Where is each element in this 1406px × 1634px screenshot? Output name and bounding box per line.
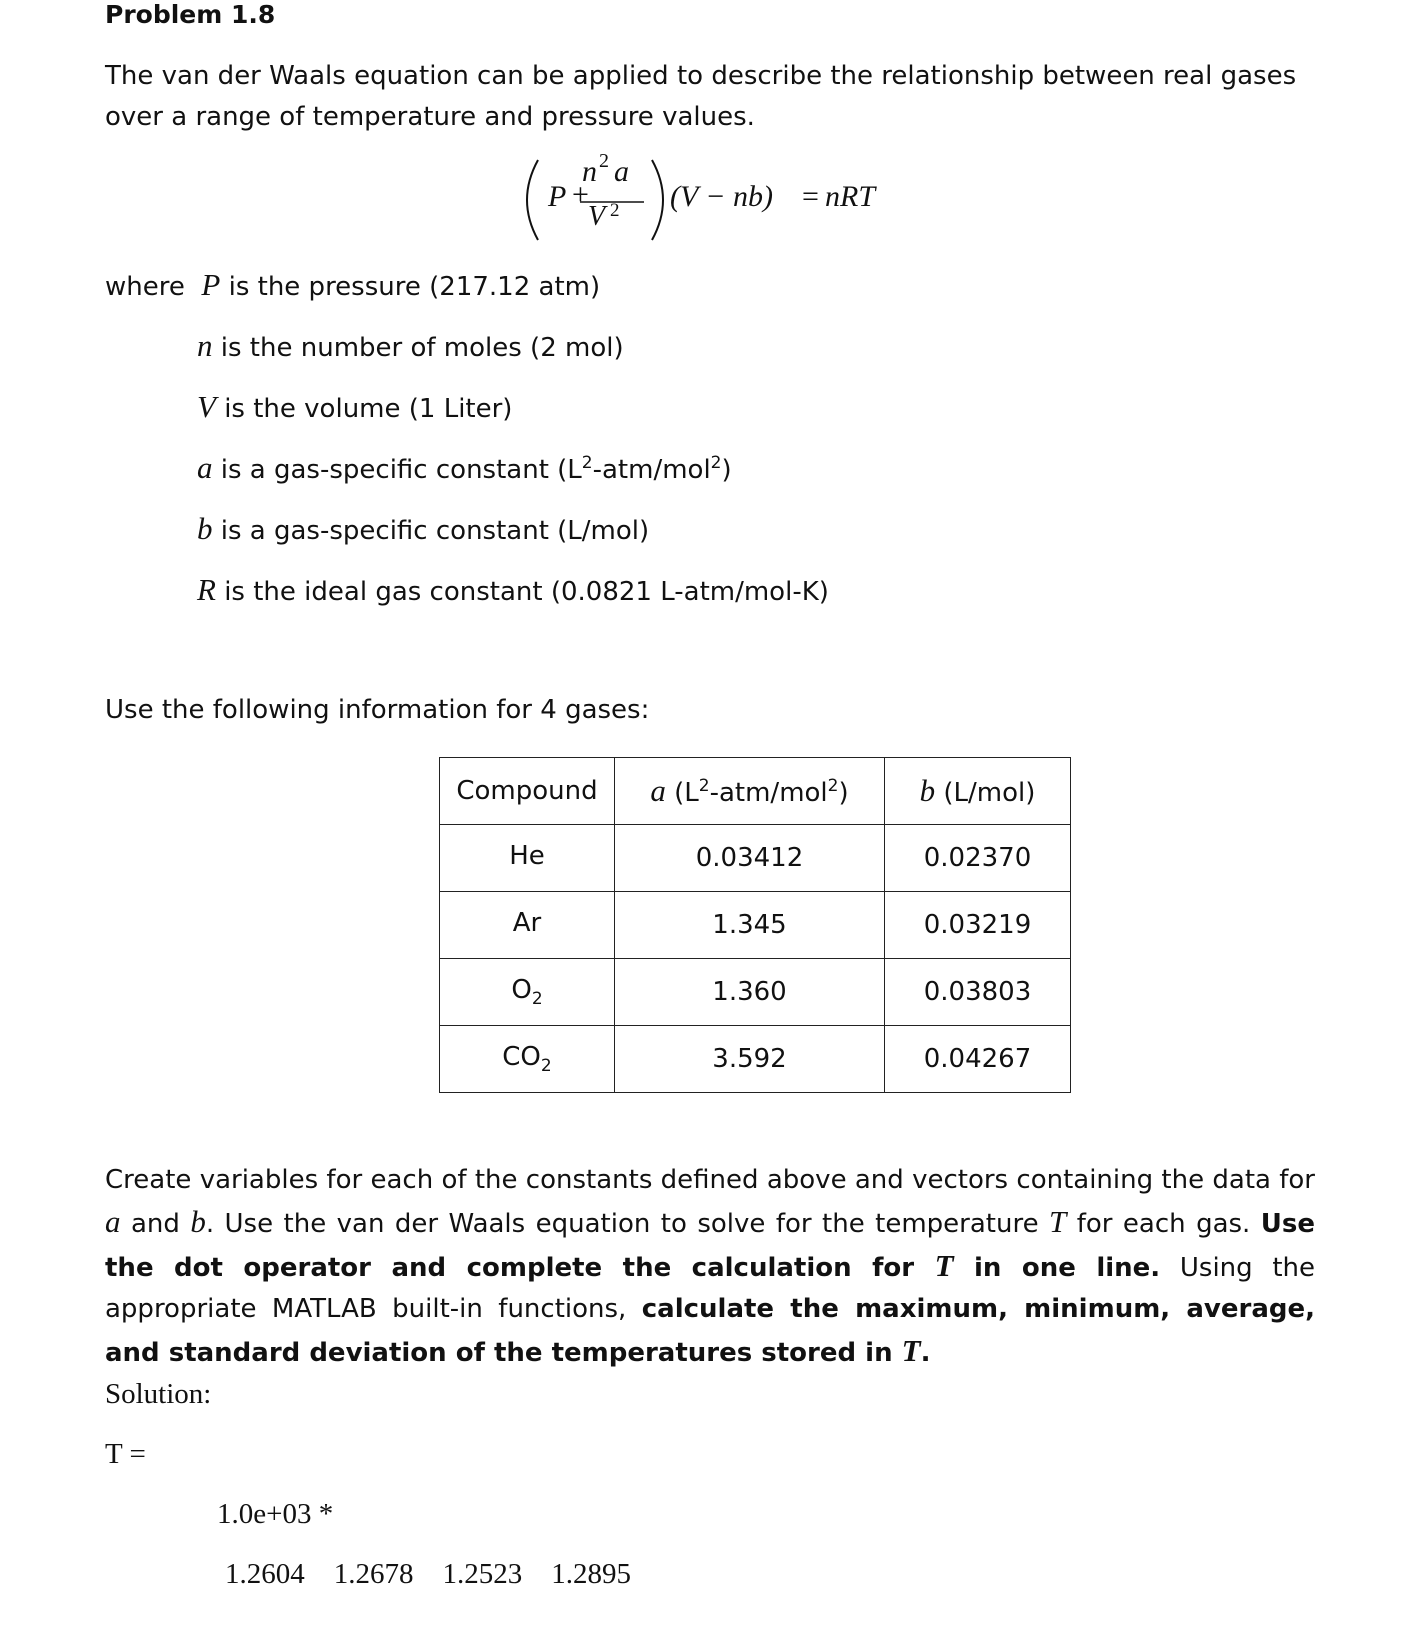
header-a-unit: (L (665, 778, 699, 808)
gas-constants-table (439, 757, 1071, 1093)
cell-a: 1.345 (615, 892, 885, 959)
definition-pressure (105, 267, 600, 303)
compound-name: O (511, 975, 532, 1005)
symbol-T: T (901, 1333, 921, 1368)
cell-compound (440, 959, 615, 1026)
symbol-a: a (105, 1204, 121, 1239)
header-a-unit: -atm/mol (709, 778, 828, 808)
superscript: 2 (710, 453, 722, 473)
eq-rhs: nRT (825, 180, 876, 213)
table-row (440, 892, 1071, 959)
header-b-symbol: b (919, 773, 936, 808)
superscript: 2 (827, 776, 839, 796)
superscript: 2 (698, 776, 710, 796)
header-b-unit: (L/mol) (935, 778, 1036, 808)
header-compound: Compound (440, 758, 615, 825)
eq-num-exp: 2 (599, 150, 609, 172)
eq-P: P (548, 180, 567, 213)
symbol-a: a (197, 450, 213, 485)
solution-value: 1.2604 (225, 1558, 305, 1590)
instruction-text: Using the appropriate MATLAB built-in functions, (105, 1253, 1315, 1324)
instruction-text: for each gas. (1066, 1209, 1261, 1239)
instruction-text: and (120, 1209, 191, 1239)
cell-compound (440, 1026, 615, 1093)
solution-label: Solution: (105, 1378, 212, 1410)
table-intro: Use the following information for 4 gases: (105, 695, 650, 725)
definition-R (197, 572, 829, 608)
eq-num-a: a (614, 155, 629, 188)
cell-b: 0.02370 (885, 825, 1071, 892)
instructions-paragraph (105, 1160, 1315, 1374)
header-a-unit: ) (838, 778, 849, 808)
symbol-R: R (197, 572, 216, 607)
solution-value: 1.2895 (551, 1558, 631, 1590)
compound-name: CO (502, 1042, 541, 1072)
symbol-V: V (197, 389, 216, 424)
cell-compound (440, 892, 615, 959)
instruction-text: Create variables for each of the constants defined above and vectors containing the data for (105, 1165, 1315, 1195)
solution-value: 1.2523 (442, 1558, 523, 1590)
cell-b: 0.04267 (885, 1026, 1071, 1093)
table-row (440, 825, 1071, 892)
solution-scale: 1.0e+03 * (217, 1498, 334, 1530)
definition-volume (197, 389, 512, 425)
definition-text: is a gas-specific constant (L (212, 455, 582, 485)
subscript: 2 (540, 1056, 552, 1076)
problem-title: Problem 1.8 (105, 0, 276, 29)
definition-moles (197, 328, 624, 364)
eq-second-factor: (V − nb) (670, 180, 774, 213)
definition-text: is the ideal gas constant (0.0821 L-atm/mol-K) (215, 577, 829, 607)
solution-values (225, 1558, 631, 1591)
definition-text: is a gas-specific constant (L/mol) (212, 516, 650, 546)
cell-b: 0.03803 (885, 959, 1071, 1026)
table-header-row (440, 758, 1071, 825)
eq-equals: = (802, 180, 819, 213)
compound-name: He (509, 841, 545, 871)
intro-paragraph: The van der Waals equation can be applied to describe the relationship between real gases over a range of temperature and pressure values. (105, 61, 1297, 132)
solution-T-label: T = (105, 1438, 146, 1470)
header-a-symbol: a (650, 773, 666, 808)
cell-compound (440, 825, 615, 892)
table-row (440, 1026, 1071, 1093)
table-row (440, 959, 1071, 1026)
definition-a (197, 450, 732, 486)
subscript: 2 (531, 989, 543, 1009)
symbol-T: T (934, 1248, 954, 1283)
instruction-bold-text: calculate the maximum, minimum, average, and standard deviation of the temperatures stored in (105, 1294, 1315, 1368)
definition-text: ) (721, 455, 732, 485)
header-a (615, 758, 885, 825)
cell-a: 3.592 (615, 1026, 885, 1093)
cell-a: 1.360 (615, 959, 885, 1026)
solution-value: 1.2678 (333, 1558, 414, 1590)
symbol-n: n (197, 328, 213, 363)
definition-text: is the pressure (217.12 atm) (220, 272, 601, 302)
instruction-bold-text: . (920, 1338, 931, 1368)
definition-text: -atm/mol (592, 455, 711, 485)
symbol-b: b (190, 1204, 206, 1239)
van-der-waals-equation (520, 150, 880, 250)
instruction-bold-text: Use the dot operator and complete the calculation for (105, 1209, 1315, 1283)
definition-b (197, 511, 649, 547)
header-b (885, 758, 1071, 825)
superscript: 2 (581, 453, 593, 473)
definition-text: is the volume (1 Liter) (215, 394, 513, 424)
cell-a: 0.03412 (615, 825, 885, 892)
symbol-P: P (201, 267, 221, 302)
symbol-b: b (197, 511, 213, 546)
eq-den-exp: 2 (610, 200, 620, 221)
instruction-bold-text: in one line. (953, 1253, 1161, 1283)
eq-num-n: n (582, 155, 597, 188)
symbol-T: T (1049, 1204, 1067, 1239)
where-word: where (105, 272, 185, 302)
definition-text: is the number of moles (2 mol) (212, 333, 624, 363)
cell-b: 0.03219 (885, 892, 1071, 959)
eq-plus: + (572, 178, 589, 211)
eq-den-V: V (588, 201, 606, 232)
compound-name: Ar (512, 908, 542, 938)
instruction-text: . Use the van der Waals equation to solve for the temperature (205, 1209, 1050, 1239)
